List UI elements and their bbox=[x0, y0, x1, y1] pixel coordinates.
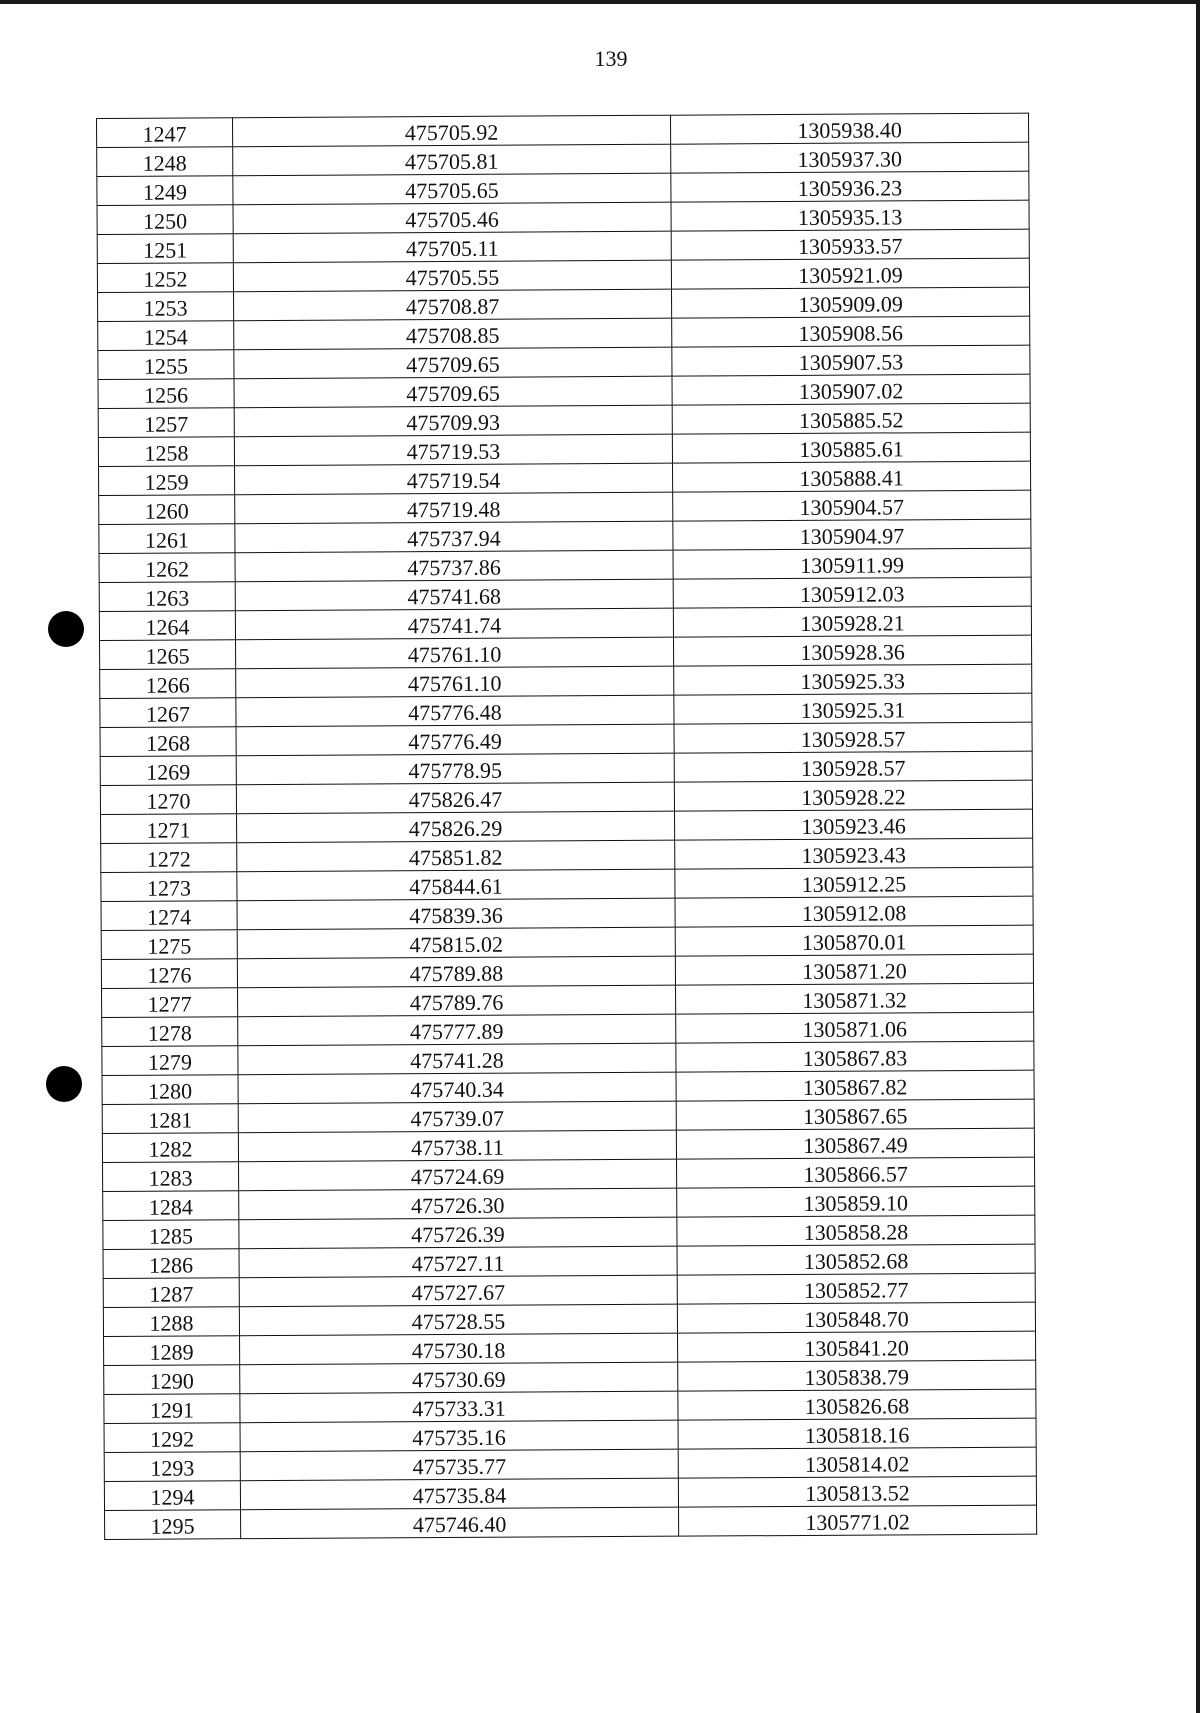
point-number-cell: 1272 bbox=[101, 843, 237, 873]
table-row bbox=[105, 1505, 1037, 1539]
point-number-cell: 1283 bbox=[103, 1162, 239, 1192]
easting-cell: 475789.76 bbox=[238, 985, 676, 1017]
northing-cell: 1305871.06 bbox=[676, 1012, 1034, 1043]
easting-cell: 475719.53 bbox=[234, 434, 672, 466]
table-row bbox=[97, 229, 1029, 263]
point-number-cell: 1278 bbox=[102, 1017, 238, 1047]
northing-cell: 1305928.21 bbox=[673, 606, 1031, 637]
easting-cell: 475728.55 bbox=[239, 1304, 677, 1336]
northing-cell: 1305867.65 bbox=[676, 1099, 1034, 1130]
point-number-cell: 1249 bbox=[97, 176, 233, 206]
table-row bbox=[98, 316, 1030, 350]
table-row bbox=[104, 1418, 1036, 1452]
easting-cell: 475735.84 bbox=[240, 1478, 678, 1510]
point-number-cell: 1264 bbox=[99, 611, 235, 641]
table-row bbox=[101, 838, 1033, 872]
northing-cell: 1305904.97 bbox=[673, 519, 1031, 550]
table-row bbox=[98, 345, 1030, 379]
easting-cell: 475741.68 bbox=[235, 579, 673, 611]
table-row bbox=[97, 171, 1029, 205]
northing-cell: 1305928.36 bbox=[673, 635, 1031, 666]
northing-cell: 1305866.57 bbox=[677, 1157, 1035, 1188]
easting-cell: 475727.11 bbox=[239, 1246, 677, 1278]
easting-cell: 475741.74 bbox=[235, 608, 673, 640]
table-row bbox=[101, 809, 1033, 843]
northing-cell: 1305870.01 bbox=[675, 925, 1033, 956]
point-number-cell: 1252 bbox=[97, 263, 233, 293]
coordinates-table bbox=[96, 113, 1037, 1540]
northing-cell: 1305907.02 bbox=[672, 374, 1030, 405]
table-row bbox=[99, 490, 1031, 524]
northing-cell: 1305937.30 bbox=[671, 142, 1029, 173]
northing-cell: 1305911.99 bbox=[673, 548, 1031, 579]
northing-cell: 1305923.43 bbox=[675, 838, 1033, 869]
point-number-cell: 1293 bbox=[104, 1452, 240, 1482]
northing-cell: 1305938.40 bbox=[670, 113, 1028, 144]
point-number-cell: 1258 bbox=[98, 437, 234, 467]
table-row bbox=[102, 983, 1034, 1017]
point-number-cell: 1254 bbox=[98, 321, 234, 351]
northing-cell: 1305936.23 bbox=[671, 171, 1029, 202]
table-row bbox=[100, 635, 1032, 669]
table-row bbox=[101, 925, 1033, 959]
point-number-cell: 1265 bbox=[100, 640, 236, 670]
point-number-cell: 1267 bbox=[100, 698, 236, 728]
easting-cell: 475741.28 bbox=[238, 1043, 676, 1075]
table-row bbox=[97, 258, 1029, 292]
scan-right-edge bbox=[1196, 0, 1200, 1713]
easting-cell: 475844.61 bbox=[237, 869, 675, 901]
easting-cell: 475727.67 bbox=[239, 1275, 677, 1307]
point-number-cell: 1291 bbox=[104, 1394, 240, 1424]
easting-cell: 475705.92 bbox=[233, 115, 671, 147]
point-number-cell: 1274 bbox=[101, 901, 237, 931]
easting-cell: 475733.31 bbox=[240, 1391, 678, 1423]
point-number-cell: 1260 bbox=[99, 495, 235, 525]
point-number-cell: 1284 bbox=[103, 1191, 239, 1221]
table-row bbox=[103, 1302, 1035, 1336]
easting-cell: 475724.69 bbox=[239, 1159, 677, 1191]
easting-cell: 475761.10 bbox=[236, 637, 674, 669]
table-row bbox=[103, 1215, 1035, 1249]
table-row bbox=[102, 1041, 1034, 1075]
northing-cell: 1305928.22 bbox=[674, 780, 1032, 811]
point-number-cell: 1256 bbox=[98, 379, 234, 409]
scan-top-edge bbox=[0, 0, 1200, 4]
table-row bbox=[104, 1360, 1036, 1394]
point-number-cell: 1287 bbox=[103, 1278, 239, 1308]
table-row bbox=[103, 1273, 1035, 1307]
northing-cell: 1305935.13 bbox=[671, 200, 1029, 231]
northing-cell: 1305921.09 bbox=[671, 258, 1029, 289]
point-number-cell: 1261 bbox=[99, 524, 235, 554]
easting-cell: 475739.07 bbox=[238, 1101, 676, 1133]
northing-cell: 1305841.20 bbox=[678, 1331, 1036, 1362]
easting-cell: 475709.65 bbox=[234, 376, 672, 408]
northing-cell: 1305848.70 bbox=[677, 1302, 1035, 1333]
point-number-cell: 1257 bbox=[98, 408, 234, 438]
easting-cell: 475719.54 bbox=[235, 463, 673, 495]
easting-cell: 475719.48 bbox=[235, 492, 673, 524]
northing-cell: 1305867.82 bbox=[676, 1070, 1034, 1101]
northing-cell: 1305813.52 bbox=[678, 1476, 1036, 1507]
easting-cell: 475726.39 bbox=[239, 1217, 677, 1249]
point-number-cell: 1262 bbox=[99, 553, 235, 583]
northing-cell: 1305912.08 bbox=[675, 896, 1033, 927]
point-number-cell: 1269 bbox=[100, 756, 236, 786]
table-row bbox=[101, 954, 1033, 988]
table-row bbox=[98, 432, 1030, 466]
table-row bbox=[102, 1099, 1034, 1133]
easting-cell: 475708.87 bbox=[234, 289, 672, 321]
easting-cell: 475746.40 bbox=[241, 1507, 679, 1539]
northing-cell: 1305928.57 bbox=[674, 722, 1032, 753]
easting-cell: 475778.95 bbox=[236, 753, 674, 785]
easting-cell: 475761.10 bbox=[236, 666, 674, 698]
northing-cell: 1305909.09 bbox=[671, 287, 1029, 318]
table-row bbox=[99, 577, 1031, 611]
point-number-cell: 1250 bbox=[97, 205, 233, 235]
easting-cell: 475740.34 bbox=[238, 1072, 676, 1104]
point-number-cell: 1268 bbox=[100, 727, 236, 757]
point-number-cell: 1294 bbox=[104, 1481, 240, 1511]
easting-cell: 475776.49 bbox=[236, 724, 674, 756]
point-number-cell: 1253 bbox=[98, 292, 234, 322]
easting-cell: 475839.36 bbox=[237, 898, 675, 930]
easting-cell: 475851.82 bbox=[237, 840, 675, 872]
easting-cell: 475730.18 bbox=[240, 1333, 678, 1365]
point-number-cell: 1275 bbox=[101, 930, 237, 960]
northing-cell: 1305908.56 bbox=[672, 316, 1030, 347]
table-row bbox=[98, 403, 1030, 437]
easting-cell: 475705.81 bbox=[233, 144, 671, 176]
northing-cell: 1305852.77 bbox=[677, 1273, 1035, 1304]
northing-cell: 1305925.31 bbox=[674, 693, 1032, 724]
northing-cell: 1305888.41 bbox=[672, 461, 1030, 492]
table-row bbox=[100, 664, 1032, 698]
northing-cell: 1305912.25 bbox=[675, 867, 1033, 898]
table-row bbox=[103, 1244, 1035, 1278]
table-row bbox=[100, 693, 1032, 727]
northing-cell: 1305933.57 bbox=[671, 229, 1029, 260]
northing-cell: 1305771.02 bbox=[679, 1505, 1037, 1536]
coordinates-table-body bbox=[97, 113, 1037, 1539]
point-number-cell: 1271 bbox=[101, 814, 237, 844]
easting-cell: 475815.02 bbox=[237, 927, 675, 959]
point-number-cell: 1285 bbox=[103, 1220, 239, 1250]
table-row bbox=[97, 113, 1029, 147]
northing-cell: 1305923.46 bbox=[675, 809, 1033, 840]
easting-cell: 475705.46 bbox=[233, 202, 671, 234]
table-row bbox=[99, 548, 1031, 582]
point-number-cell: 1286 bbox=[103, 1249, 239, 1279]
table-row bbox=[102, 1012, 1034, 1046]
table-row bbox=[97, 142, 1029, 176]
easting-cell: 475826.29 bbox=[237, 811, 675, 843]
northing-cell: 1305912.03 bbox=[673, 577, 1031, 608]
northing-cell: 1305871.32 bbox=[676, 983, 1034, 1014]
table-row bbox=[103, 1186, 1035, 1220]
table-row bbox=[99, 461, 1031, 495]
table-row bbox=[99, 519, 1031, 553]
table-row bbox=[102, 1128, 1034, 1162]
table-row bbox=[100, 751, 1032, 785]
punch-hole bbox=[46, 1066, 82, 1102]
point-number-cell: 1270 bbox=[100, 785, 236, 815]
easting-cell: 475709.93 bbox=[234, 405, 672, 437]
table-row bbox=[102, 1070, 1034, 1104]
easting-cell: 475737.86 bbox=[235, 550, 673, 582]
easting-cell: 475735.16 bbox=[240, 1420, 678, 1452]
easting-cell: 475705.65 bbox=[233, 173, 671, 205]
point-number-cell: 1273 bbox=[101, 872, 237, 902]
table-row bbox=[100, 722, 1032, 756]
easting-cell: 475789.88 bbox=[237, 956, 675, 988]
northing-cell: 1305871.20 bbox=[675, 954, 1033, 985]
northing-cell: 1305928.57 bbox=[674, 751, 1032, 782]
northing-cell: 1305814.02 bbox=[678, 1447, 1036, 1478]
easting-cell: 475737.94 bbox=[235, 521, 673, 553]
point-number-cell: 1266 bbox=[100, 669, 236, 699]
easting-cell: 475705.11 bbox=[233, 231, 671, 263]
northing-cell: 1305867.83 bbox=[676, 1041, 1034, 1072]
table-row bbox=[104, 1331, 1036, 1365]
point-number-cell: 1277 bbox=[102, 988, 238, 1018]
table-row bbox=[103, 1157, 1035, 1191]
northing-cell: 1305885.52 bbox=[672, 403, 1030, 434]
easting-cell: 475708.85 bbox=[234, 318, 672, 350]
easting-cell: 475826.47 bbox=[236, 782, 674, 814]
point-number-cell: 1288 bbox=[103, 1307, 239, 1337]
northing-cell: 1305859.10 bbox=[677, 1186, 1035, 1217]
northing-cell: 1305904.57 bbox=[673, 490, 1031, 521]
point-number-cell: 1248 bbox=[97, 147, 233, 177]
northing-cell: 1305818.16 bbox=[678, 1418, 1036, 1449]
table-row bbox=[99, 606, 1031, 640]
table-row bbox=[101, 896, 1033, 930]
easting-cell: 475730.69 bbox=[240, 1362, 678, 1394]
punch-hole bbox=[48, 611, 84, 647]
point-number-cell: 1276 bbox=[101, 959, 237, 989]
easting-cell: 475726.30 bbox=[239, 1188, 677, 1220]
table-row bbox=[98, 374, 1030, 408]
point-number-cell: 1295 bbox=[105, 1510, 241, 1540]
easting-cell: 475709.65 bbox=[234, 347, 672, 379]
point-number-cell: 1290 bbox=[104, 1365, 240, 1395]
point-number-cell: 1259 bbox=[99, 466, 235, 496]
easting-cell: 475705.55 bbox=[233, 260, 671, 292]
point-number-cell: 1280 bbox=[102, 1075, 238, 1105]
table-row bbox=[97, 200, 1029, 234]
point-number-cell: 1289 bbox=[104, 1336, 240, 1366]
easting-cell: 475738.11 bbox=[238, 1130, 676, 1162]
northing-cell: 1305867.49 bbox=[676, 1128, 1034, 1159]
point-number-cell: 1263 bbox=[99, 582, 235, 612]
easting-cell: 475776.48 bbox=[236, 695, 674, 727]
northing-cell: 1305826.68 bbox=[678, 1389, 1036, 1420]
easting-cell: 475777.89 bbox=[238, 1014, 676, 1046]
point-number-cell: 1247 bbox=[97, 118, 233, 148]
easting-cell: 475735.77 bbox=[240, 1449, 678, 1481]
point-number-cell: 1282 bbox=[102, 1133, 238, 1163]
table-row bbox=[104, 1389, 1036, 1423]
point-number-cell: 1251 bbox=[97, 234, 233, 264]
point-number-cell: 1292 bbox=[104, 1423, 240, 1453]
table-row bbox=[101, 867, 1033, 901]
northing-cell: 1305907.53 bbox=[672, 345, 1030, 376]
table-row bbox=[104, 1447, 1036, 1481]
point-number-cell: 1279 bbox=[102, 1046, 238, 1076]
point-number-cell: 1255 bbox=[98, 350, 234, 380]
northing-cell: 1305885.61 bbox=[672, 432, 1030, 463]
table-row bbox=[100, 780, 1032, 814]
page-number: 139 bbox=[594, 46, 628, 71]
table-row bbox=[104, 1476, 1036, 1510]
northing-cell: 1305838.79 bbox=[678, 1360, 1036, 1391]
northing-cell: 1305852.68 bbox=[677, 1244, 1035, 1275]
northing-cell: 1305858.28 bbox=[677, 1215, 1035, 1246]
northing-cell: 1305925.33 bbox=[674, 664, 1032, 695]
point-number-cell: 1281 bbox=[102, 1104, 238, 1134]
table-row bbox=[98, 287, 1030, 321]
